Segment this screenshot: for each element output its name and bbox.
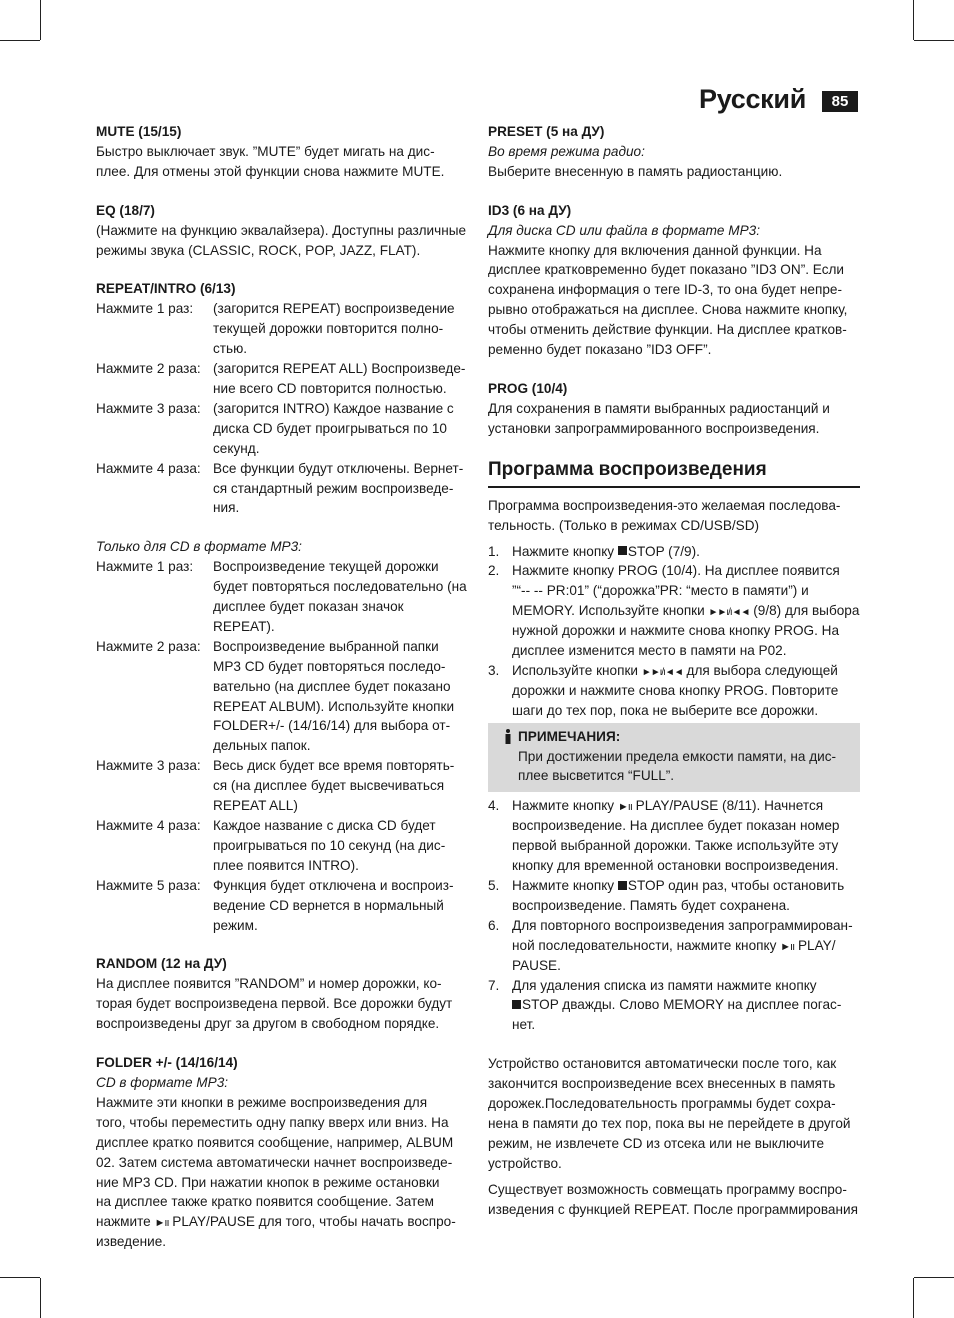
preset-subtitle: Во время режима радио: <box>488 143 645 159</box>
text-line: Каждое название с диска CD будет <box>213 818 436 833</box>
text-line: Весь диск будет все время повторять- <box>213 758 455 774</box>
step-item <box>488 976 860 1036</box>
text-line: ние MP3 CD. При нажатии кнопок в режиме остановки <box>96 1174 440 1190</box>
text-line: торая будет воспроизведена первой. Все дорожки будут <box>96 996 453 1012</box>
program-section-title: Программа воспроизведения <box>488 458 860 488</box>
text-line: Воспроизведение текущей дорожки <box>213 559 439 575</box>
crop-mark <box>40 0 41 40</box>
text-line: Используйте кнопки ►►ı/ı◄◄ для выбора следующей <box>512 662 838 678</box>
text-line: вательно (на дисплее будет показано <box>213 678 451 694</box>
text-line: нена в памяти до тех пор, пока вы не перейдете в другой <box>488 1115 851 1131</box>
press-label: Нажмите 1 раз: <box>96 301 194 317</box>
step-item <box>488 661 860 721</box>
text-line: кнопку для временной остановки воспроизведения. <box>512 858 839 874</box>
text-line: FOLDER+/- (14/16/14) для выбора от- <box>213 718 451 734</box>
folder-subtitle: CD в формате MP3: <box>96 1074 229 1090</box>
stop-icon <box>618 881 627 890</box>
text-line: ся (на дисплее будет высвечиваться <box>213 778 445 794</box>
repeat-intro-heading: REPEAT/INTRO (6/13) <box>96 281 236 297</box>
preset-heading: PRESET (5 на ДУ) <box>488 124 605 139</box>
text-line: первой выбранной дорожки. Также используйте эту <box>512 838 839 854</box>
press-item <box>96 399 468 459</box>
text-line: REPEAT ALBUM). Используйте кнопки <box>213 698 455 714</box>
text-line: дисплее будет показан значок REPEAT). <box>213 599 404 634</box>
press-label: Нажмите 4 раза: <box>96 818 201 833</box>
text-line: Программа воспроизведения-это желаемая последова- <box>488 497 841 513</box>
text-line: MEMORY. Используйте кнопки ►►ı/ı◄◄ (9/8) для выбора <box>512 603 860 619</box>
left-column <box>96 122 468 1252</box>
text-line: Функция будет отключена и воспроиз- <box>213 877 454 893</box>
note-box <box>488 723 860 793</box>
text-line: тельность. (Только в режимах CD/USB/SD) <box>488 517 760 533</box>
text-line: стью. <box>213 341 248 357</box>
text-line: воспроизведение. На дисплее будет показан номер <box>512 818 840 834</box>
text-line: Устройство остановится автоматически после того, как <box>488 1056 837 1072</box>
press-item <box>96 299 468 359</box>
text-line: (загорится REPEAT ALL) Воспроизведе- <box>213 361 466 377</box>
text-line: Нажмите кнопку ►ıı PLAY/PAUSE (8/11). Начнется <box>512 798 824 814</box>
text-line: дорожек.Последовательность программы будет сохра- <box>488 1096 836 1112</box>
text-line: плее появится INTRO). <box>213 857 359 873</box>
crop-mark <box>914 40 954 41</box>
info-icon <box>504 729 512 744</box>
skip-icon: ►►ı/ı◄◄ <box>641 666 683 678</box>
step-number: 7. <box>488 977 500 993</box>
prog-heading: PROG (10/4) <box>488 380 568 396</box>
text-line: режимы звука (CLASSIC, ROCK, POP, JAZZ, FLAT). <box>96 242 421 258</box>
text-line: Нажмите кнопку для включения данной функции. На <box>488 242 822 258</box>
crop-mark <box>913 0 914 40</box>
press-item <box>96 557 468 637</box>
text-line: (загорится REPEAT) воспроизведение <box>213 301 455 317</box>
press-label: Нажмите 3 раза: <box>96 758 201 774</box>
text-line: Для удаления списка из памяти нажмите кнопку <box>512 977 817 993</box>
text-line: Нажмите кнопку STOP один раз, чтобы остановить <box>512 878 845 893</box>
text-line: При достижении предела емкости памяти, на дис- <box>518 748 837 764</box>
step-number: 6. <box>488 917 500 933</box>
folder-heading: FOLDER +/- (14/16/14) <box>96 1055 238 1071</box>
text-line: PAUSE. <box>512 957 561 973</box>
stop-icon <box>512 1000 521 1009</box>
text-line: на дисплее также кратко появится сообщение. Затем <box>96 1194 435 1210</box>
text-line: диска CD будет проигрываться по 10 <box>213 420 447 436</box>
text-line: изведения с функцией REPEAT. После программирования <box>488 1201 858 1217</box>
text-line: устройство. <box>488 1155 562 1171</box>
step-item <box>488 796 860 876</box>
step-number: 3. <box>488 662 500 678</box>
text-line: Нажмите эти кнопки в режиме воспроизведения для <box>96 1094 428 1110</box>
text-line: ременно будет показано ”ID3 OFF”. <box>488 342 712 358</box>
text-line: дорожки и нажмите снова кнопку PROG. Повторите <box>512 682 839 698</box>
text-line: закончится воспроизведение всех внесенных в память <box>488 1076 836 1092</box>
step-number: 2. <box>488 563 500 579</box>
note-heading: ПРИМЕЧАНИЯ: <box>518 727 856 747</box>
press-label: Нажмите 1 раз: <box>96 559 194 575</box>
text-line: Воспроизведение выбранной папки <box>213 638 439 654</box>
text-line: воспроизведение. Память будет сохранена. <box>512 897 790 913</box>
text-line: Нажмите кнопку PROG (10/4). На дисплее появится <box>512 563 840 579</box>
right-column <box>488 122 860 1220</box>
text-line: (загорится INTRO) Каждое название с <box>213 400 454 416</box>
press-label: Нажмите 2 раза: <box>96 638 201 654</box>
text-line: рывно отображаться на дисплее. Снова нажмите кнопку, <box>488 302 848 318</box>
text-line: Все функции будут отключены. Вернет- <box>213 460 464 476</box>
text-line: воспроизведены друг за другом в свободном порядке. <box>96 1016 440 1032</box>
stop-icon <box>618 546 627 555</box>
text-line: нажмите ►ıı PLAY/PAUSE для того, чтобы начать воспро- <box>96 1214 456 1230</box>
crop-mark <box>914 1277 954 1278</box>
eq-heading: EQ (18/7) <box>96 202 155 218</box>
step-number: 1. <box>488 543 500 559</box>
text-line: Для повторного воспроизведения запрограммирован- <box>512 917 853 933</box>
press-label: Нажмите 2 раза: <box>96 361 201 377</box>
text-line: REPEAT ALL) <box>213 798 298 814</box>
text-line: режим, не извлечете CD из отсека или не выключите <box>488 1135 825 1151</box>
press-label: Нажмите 3 раза: <box>96 400 201 416</box>
crop-mark <box>0 1277 40 1278</box>
press-item <box>96 816 468 876</box>
text-line: секунд. <box>213 440 260 456</box>
press-item <box>96 459 468 519</box>
page-number: 85 <box>822 91 858 112</box>
text-line: STOP дважды. Слово MEMORY на дисплее погас- <box>512 995 860 1015</box>
id3-subtitle: Для диска CD или файла в формате MP3: <box>488 222 760 238</box>
text-line: будет повторяться последовательно (на <box>213 579 467 595</box>
crop-mark <box>913 1278 914 1318</box>
text-line: установки запрограммированного воспроизведения. <box>488 420 820 436</box>
step-item <box>488 916 860 976</box>
step-item <box>488 876 860 916</box>
text-line: нет. <box>512 1017 536 1033</box>
text-line: (Нажмите на функцию эквалайзера). Доступны различные <box>96 222 467 238</box>
text-line: плее высветится “FULL”. <box>518 768 675 784</box>
text-line: сохранена информация о теге ID-3, то она будет непре- <box>488 282 842 298</box>
id3-heading: ID3 (6 на ДУ) <box>488 202 572 218</box>
text-line: режим. <box>213 917 258 933</box>
crop-mark <box>40 1278 41 1318</box>
text-line: Для сохранения в памяти выбранных радиостанций и <box>488 400 830 416</box>
press-item <box>96 756 468 816</box>
skip-icon: ►►ı/ı◄◄ <box>708 607 750 619</box>
text-line: изведение. <box>96 1234 167 1250</box>
text-line: текущей дорожки повторится полно- <box>213 321 444 337</box>
text-line: шаги до тех пор, пока не выберите все дорожки. <box>512 702 819 718</box>
step-number: 5. <box>488 878 500 893</box>
press-item <box>96 359 468 399</box>
language-title: Русский <box>699 84 806 114</box>
text-line: плее. Для отмены этой функции снова нажмите MUTE. <box>96 163 445 179</box>
text-line: проигрываться по 10 секунд (на дис- <box>213 837 446 853</box>
text-line: того, чтобы переместить одну папку вверх или вниз. На <box>96 1114 449 1130</box>
text-line: ся стандартный режим воспроизведе- <box>213 480 454 496</box>
text-line: 02. Затем система автоматически начнет воспроизведе- <box>96 1154 453 1170</box>
press-label: Нажмите 4 раза: <box>96 460 201 476</box>
text-line: ние всего CD повторится полностью. <box>213 380 447 396</box>
text-line: Быстро выключает звук. ”MUTE” будет мигать на дис- <box>96 143 435 159</box>
text-line: нужной дорожки и нажмите снова кнопку PROG. На <box>512 623 840 639</box>
crop-mark <box>0 40 40 41</box>
text-line: ведение CD вернется в нормальный <box>213 897 444 913</box>
press-item <box>96 876 468 936</box>
step-item <box>488 561 860 661</box>
text-line: дисплее кратковременно будет показано ”ID3 ON”. Если <box>488 262 845 278</box>
text-line: Существует возможность совмещать программу воспро- <box>488 1181 847 1197</box>
step-item: 1. Нажмите кнопку STOP (7/9). <box>488 542 860 562</box>
mute-heading: MUTE (15/15) <box>96 124 182 139</box>
text-line: ной последовательности, нажмите кнопку ►ıı PLAY/ <box>512 937 836 953</box>
press-item <box>96 637 468 756</box>
text-line: ния. <box>213 500 240 516</box>
step-number: 4. <box>488 798 500 814</box>
play-pause-icon: ►ıı <box>780 940 795 953</box>
text-line: чтобы отменить действие функции. На дисплее кратков- <box>488 322 847 338</box>
text-line: дисплее кратко появится сообщение, например, ALBUM <box>96 1134 454 1150</box>
text-line: Выберите внесенную в память радиостанцию. <box>488 163 783 179</box>
mp3-only-label: Только для CD в формате MP3: <box>96 539 302 555</box>
play-pause-icon: ►ıı <box>617 801 632 814</box>
press-label: Нажмите 5 раза: <box>96 877 201 893</box>
text-line: На дисплее появится ”RANDOM” и номер дорожки, ко- <box>96 976 442 992</box>
random-heading: RANDOM (12 на ДУ) <box>96 956 227 972</box>
play-pause-icon: ►ıı <box>154 1217 169 1230</box>
text-line: дисплее изменится место в памяти на P02. <box>512 643 787 659</box>
text-line: ”“-- -- PR:01” (“дорожка”PR: “место в памяти”) и <box>512 583 809 599</box>
text-line: дельных папок. <box>213 738 311 754</box>
text-line: MP3 CD будет повторяться последо- <box>213 658 446 674</box>
